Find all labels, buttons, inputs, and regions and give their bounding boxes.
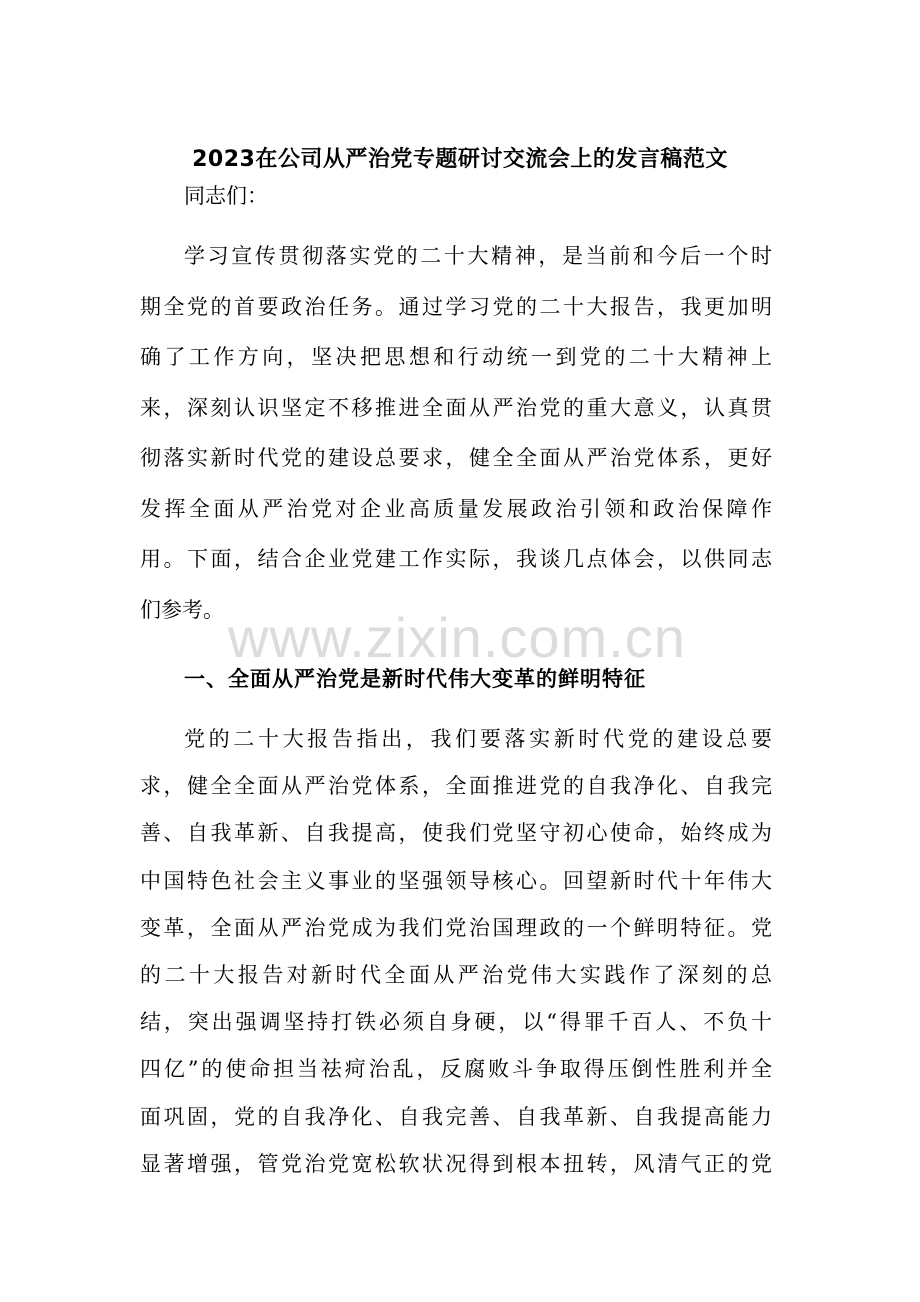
text-line: 们参考。	[140, 597, 224, 622]
text-line: 来，深刻认识坚定不移推进全面从严治党的重大意义，认真贯	[140, 395, 772, 420]
text-line: 中国特色社会主义事业的坚强领导核心。回望新时代十年伟大	[140, 868, 772, 893]
text-line: 四亿”的使命担当祛疴治乱，反腐败斗争取得压倒性胜利并全	[140, 1057, 772, 1082]
text-line: 用。下面，结合企业党建工作实际，我谈几点体会，以供同志	[140, 547, 772, 571]
text-line: 学习宣传贯彻落实党的二十大精神，是当前和今后一个时	[184, 244, 772, 268]
section-heading-1: 一、全面从严治党是新时代伟大变革的鲜明特征	[184, 667, 646, 691]
greeting: 同志们：	[184, 184, 268, 208]
text-line: 面巩固，党的自我净化、自我完善、自我革新、自我提高能力	[140, 1104, 772, 1129]
text-line: 彻落实新时代党的建设总要求，健全全面从严治党体系，更好	[140, 446, 772, 470]
watermark: www.zixin.com.cn	[228, 606, 686, 669]
text-line: 党的二十大报告指出，我们要落实新时代党的建设总要	[184, 727, 772, 751]
text-line: 结，突出强调坚持打铁必须自身硬，以“得罪千百人、不负十	[140, 1010, 772, 1035]
text-line: 变革，全面从严治党成为我们党治国理政的一个鲜明特征。党	[140, 915, 772, 940]
text-line: 期全党的首要政治任务。通过学习党的二十大报告，我更加明	[140, 294, 772, 319]
text-line: 确了工作方向，坚决把思想和行动统一到党的二十大精神上	[140, 345, 772, 369]
document-title: 2023在公司从严治党专题研讨交流会上的发言稿范文	[192, 147, 728, 172]
text-line: 显著增强，管党治党宽松软状况得到根本扭转，风清气正的党	[140, 1151, 772, 1176]
text-line: 善、自我革新、自我提高，使我们党坚守初心使命，始终成为	[140, 821, 772, 846]
text-line: 的二十大报告对新时代全面从严治党伟大实践作了深刻的总	[140, 963, 772, 987]
text-line: 发挥全面从严治党对企业高质量发展政治引领和政治保障作	[140, 496, 772, 521]
text-line: 求，健全全面从严治党体系，全面推进党的自我净化、自我完	[140, 774, 772, 799]
